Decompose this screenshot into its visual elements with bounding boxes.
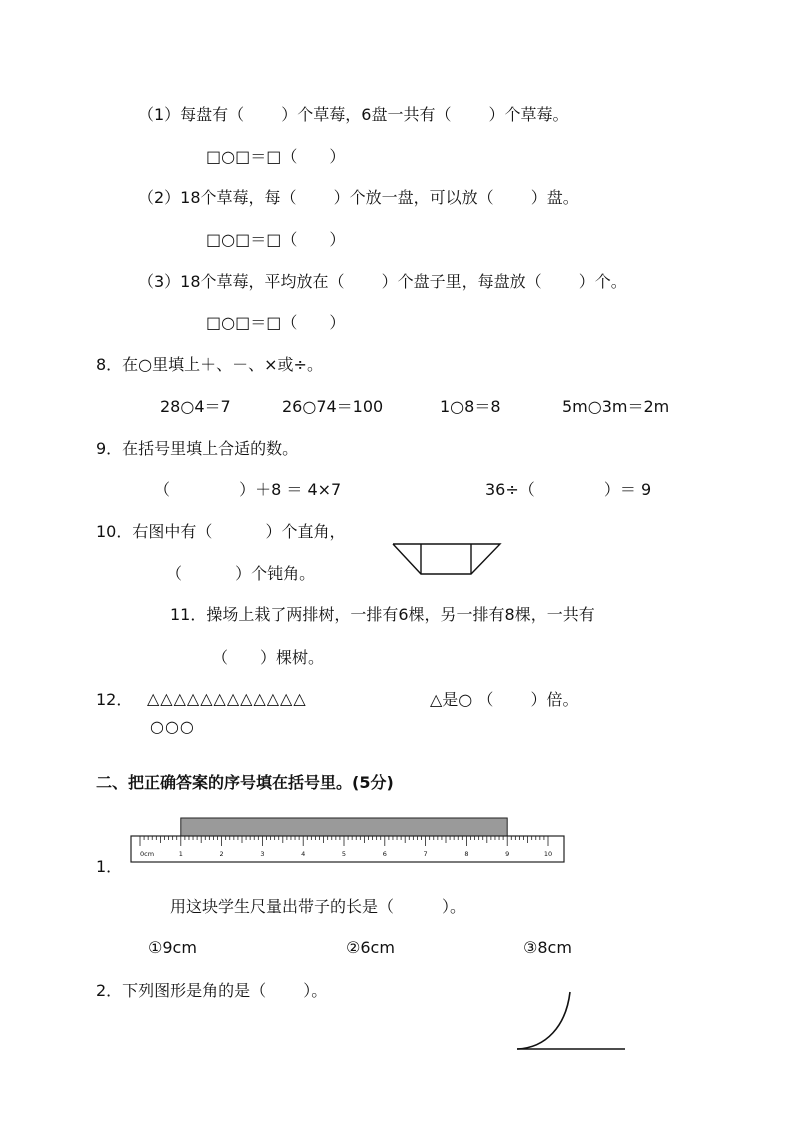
- q12-circles: ○○○: [150, 717, 195, 736]
- ruler-tick-label: 7: [423, 850, 428, 858]
- q8-title: 8．在○里填上＋、－、×或÷。: [96, 355, 323, 374]
- curve-angle-figure: [514, 990, 628, 1054]
- q10-line-1: 10．右图中有（ ）个直角，: [96, 522, 346, 541]
- q7-equation-2: □○□＝□（ ）: [206, 230, 346, 249]
- ruler-tick-label: 1: [178, 850, 183, 858]
- q7-sub1: （1）每盘有（ ）个草莓，6盘一共有（ ）个草莓。: [138, 105, 569, 124]
- ruler-tick-label: 2: [219, 850, 224, 858]
- q9-left-equation: （ ）＋8 ＝ 4×7: [154, 480, 342, 499]
- ruler-tick-label: 8: [464, 850, 469, 858]
- q7-sub3: （3）18个草莓，平均放在（ ）个盘子里，每盘放（ ）个。: [138, 272, 627, 291]
- q9-title: 9．在括号里填上合适的数。: [96, 439, 299, 458]
- q7-equation-1: □○□＝□（ ）: [206, 147, 346, 166]
- q8-item-4: 5m○3m＝2m: [562, 397, 670, 416]
- section-2-title: 二、把正确答案的序号填在括号里。(5分): [96, 773, 394, 792]
- s2-q1-question: 用这块学生尺量出带子的长是（ ）。: [170, 897, 467, 916]
- q8-item-1: 28○4＝7: [160, 397, 231, 416]
- ruler-tick-label: 5: [341, 850, 347, 858]
- s2-q1-option-1: ①9cm: [148, 938, 197, 957]
- s2-q1-option-3: ③8cm: [523, 938, 572, 957]
- q12-triangles: △△△△△△△△△△△△: [147, 689, 307, 708]
- ruler-tick-label: 6: [382, 850, 387, 858]
- s2-q1-number: 1．: [96, 857, 123, 876]
- q12-number: 12．: [96, 690, 133, 709]
- ruler-unit-label: 0cm: [140, 850, 155, 858]
- q7-equation-3: □○□＝□（ ）: [206, 313, 346, 332]
- tape-strip: [181, 818, 507, 836]
- trapezoid-figure: [392, 542, 502, 576]
- q8-item-3: 1○8＝8: [440, 397, 501, 416]
- ruler-tick-label: 10: [543, 850, 553, 858]
- q7-sub2: （2）18个草莓，每（ ）个放一盘，可以放（ ）盘。: [138, 188, 579, 207]
- s2-q1-option-2: ②6cm: [346, 938, 395, 957]
- ruler-tick-label: 3: [260, 850, 265, 858]
- s2-q2-question: 2．下列图形是角的是（ ）。: [96, 981, 328, 1000]
- q12-question: △是○ （ ）倍。: [430, 690, 579, 709]
- q10-line-2: （ ）个钝角。: [166, 564, 316, 583]
- q8-item-2: 26○74＝100: [282, 397, 384, 416]
- ruler-tick-label: 4: [301, 850, 306, 858]
- ruler-tick-label: 9: [505, 850, 510, 858]
- q9-right-equation: 36÷（ ）＝ 9: [485, 480, 652, 499]
- ruler-figure: [130, 817, 566, 865]
- q11-line-2: （ ）棵树。: [212, 648, 325, 667]
- q11-line-1: 11．操场上栽了两排树，一排有6棵，另一排有8棵，一共有: [170, 605, 595, 624]
